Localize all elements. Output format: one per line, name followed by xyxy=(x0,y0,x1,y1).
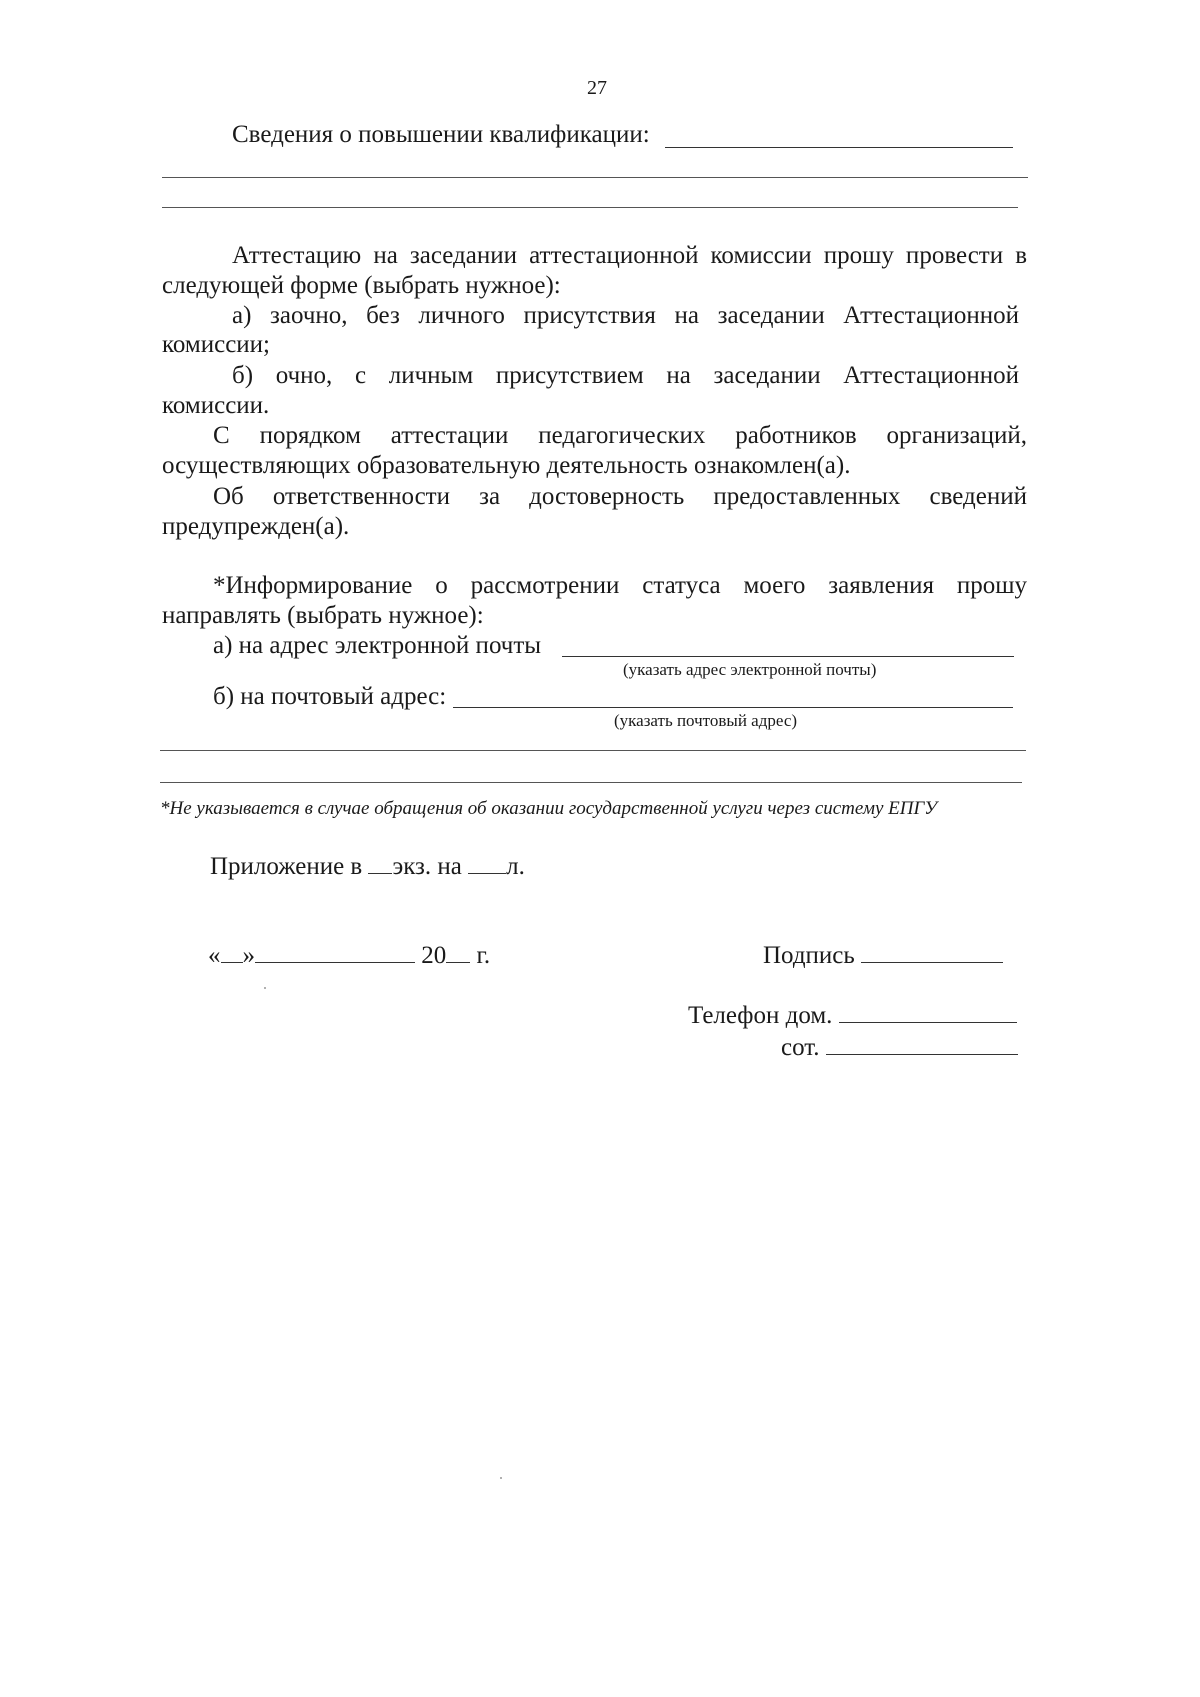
attachment-prefix: Приложение в xyxy=(210,853,363,880)
qualification-label: Сведения о повышении квалификации: xyxy=(232,121,650,148)
notification-intro-line-1: *Информирование о рассмотрении статуса моего заявления прошу xyxy=(213,572,1027,599)
notification-intro-line-2: направлять (выбрать нужное): xyxy=(162,602,484,629)
qualification-field[interactable] xyxy=(665,147,1013,148)
attestation-option-b-line-2: комиссии. xyxy=(162,392,270,419)
familiar-line-2: осуществляющих образовательную деятельность ознакомлен(а). xyxy=(162,452,851,479)
phone-home-line xyxy=(688,1000,1017,1032)
postal-field[interactable] xyxy=(453,707,1013,708)
postal-field-line-2[interactable] xyxy=(160,750,1026,751)
attachment-copies-field[interactable] xyxy=(368,851,392,874)
date-open-quote: « xyxy=(208,942,221,969)
phone-mobile-line xyxy=(781,1032,1018,1064)
phone-mobile-field[interactable] xyxy=(826,1032,1018,1055)
phone-home-label: Телефон дом. xyxy=(688,1002,833,1029)
date-year-suffix: г. xyxy=(476,942,491,969)
postal-hint: (указать почтовый адрес) xyxy=(614,711,798,730)
attachment-line xyxy=(210,851,525,883)
email-field[interactable] xyxy=(562,656,1014,657)
date-year-field[interactable] xyxy=(446,940,470,963)
phone-home-field[interactable] xyxy=(839,1000,1017,1023)
familiar-line-1: С порядком аттестации педагогических работников организаций, xyxy=(213,422,1027,449)
attestation-intro-line-2: следующей форме (выбрать нужное): xyxy=(162,272,561,299)
attestation-option-b-line-1: б) очно, с личным присутствием на заседании Аттестационной xyxy=(232,362,1019,389)
attestation-option-a-line-1: а) заочно, без личного присутствия на заседании Аттестационной xyxy=(232,302,1019,329)
attachment-sheets-word: л. xyxy=(506,853,525,880)
email-label: а) на адрес электронной почты xyxy=(213,632,542,659)
date-close-quote: » xyxy=(242,942,255,969)
email-hint: (указать адрес электронной почты) xyxy=(623,660,877,679)
responsibility-line-1: Об ответственности за достоверность предоставленных сведений xyxy=(213,483,1027,510)
date-line xyxy=(208,940,490,972)
postal-label: б) на почтовый адрес: xyxy=(213,683,447,710)
footnote: *Не указывается в случае обращения об оказании государственной услуги через систему ЕПГУ xyxy=(160,798,938,819)
signature-line xyxy=(763,940,1003,972)
page-number: 27 xyxy=(587,77,607,99)
qualification-field-line-2[interactable] xyxy=(162,177,1028,178)
postal-field-line-3[interactable] xyxy=(160,782,1022,783)
attestation-intro-line-1: Аттестацию на заседании аттестационной комиссии прошу провести в xyxy=(232,242,1027,269)
date-month-field[interactable] xyxy=(255,940,415,963)
attestation-option-a-line-2: комиссии; xyxy=(162,331,270,358)
signature-field[interactable] xyxy=(861,940,1003,963)
date-day-field[interactable] xyxy=(221,940,243,963)
attachment-copies-word: экз. на xyxy=(392,853,462,880)
responsibility-line-2: предупрежден(а). xyxy=(162,513,350,540)
date-year-prefix: 20 xyxy=(421,942,447,969)
signature-label: Подпись xyxy=(763,942,855,969)
scan-speck xyxy=(264,987,266,989)
phone-mobile-label: сот. xyxy=(781,1034,820,1061)
qualification-field-line-3[interactable] xyxy=(162,207,1018,208)
scan-speck xyxy=(500,1477,502,1479)
attachment-sheets-field[interactable] xyxy=(468,851,506,874)
